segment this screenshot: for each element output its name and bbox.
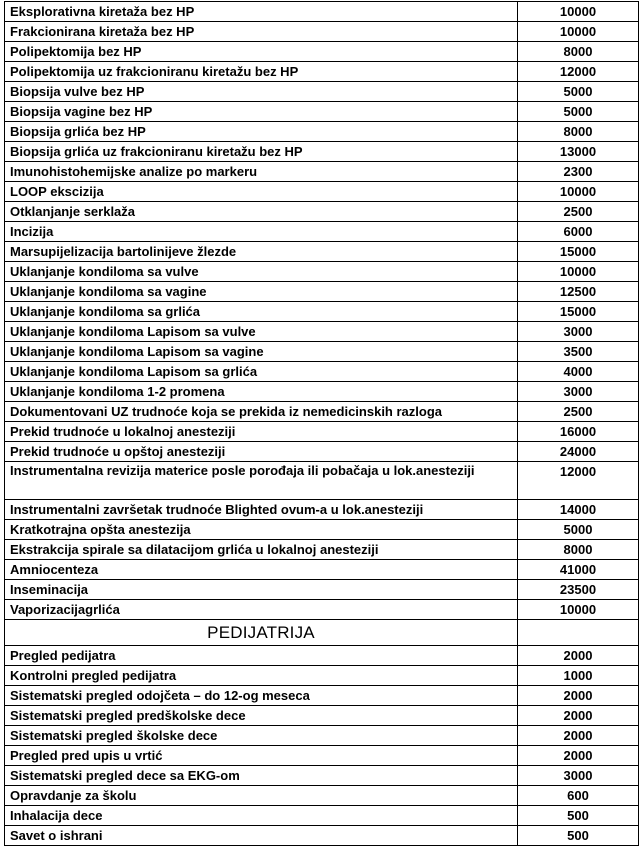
service-price: 2300 bbox=[518, 162, 639, 182]
service-price: 23500 bbox=[518, 580, 639, 600]
service-name: Vaporizacijagrlića bbox=[5, 600, 518, 620]
table-row bbox=[5, 462, 639, 500]
service-name: Opravdanje za školu bbox=[5, 786, 518, 806]
service-price: 2000 bbox=[518, 686, 639, 706]
table-row bbox=[5, 182, 639, 202]
service-price: 5000 bbox=[518, 520, 639, 540]
table-row bbox=[5, 382, 639, 402]
table-row bbox=[5, 342, 639, 362]
table-row bbox=[5, 806, 639, 826]
service-name: Uklanjanje kondiloma Lapisom sa grlića bbox=[5, 362, 518, 382]
service-price: 3000 bbox=[518, 322, 639, 342]
service-price: 2500 bbox=[518, 402, 639, 422]
service-name: Ekstrakcija spirale sa dilatacijom grlića u lokalnoj anesteziji bbox=[5, 540, 518, 560]
service-name: Sistematski pregled školske dece bbox=[5, 726, 518, 746]
service-name: Inhalacija dece bbox=[5, 806, 518, 826]
service-name: Biopsija grlića bez HP bbox=[5, 122, 518, 142]
service-name: Biopsija vulve bez HP bbox=[5, 82, 518, 102]
table-row bbox=[5, 520, 639, 540]
table-row bbox=[5, 706, 639, 726]
service-price: 8000 bbox=[518, 122, 639, 142]
price-list-table bbox=[4, 1, 639, 846]
service-price: 10000 bbox=[518, 600, 639, 620]
service-name: Incizija bbox=[5, 222, 518, 242]
service-name: Marsupijelizacija bartolinijeve žlezde bbox=[5, 242, 518, 262]
service-name: Uklanjanje kondiloma sa vagine bbox=[5, 282, 518, 302]
service-price: 8000 bbox=[518, 540, 639, 560]
service-name: Pregled pred upis u vrtić bbox=[5, 746, 518, 766]
service-price: 8000 bbox=[518, 42, 639, 62]
service-price: 13000 bbox=[518, 142, 639, 162]
service-price: 3000 bbox=[518, 766, 639, 786]
service-price: 10000 bbox=[518, 182, 639, 202]
service-name: Eksplorativna kiretaža bez HP bbox=[5, 2, 518, 22]
service-price: 12000 bbox=[518, 462, 639, 500]
table-row bbox=[5, 22, 639, 42]
table-row bbox=[5, 600, 639, 620]
service-price: 15000 bbox=[518, 302, 639, 322]
service-name: Otklanjanje serklaža bbox=[5, 202, 518, 222]
service-name: Inseminacija bbox=[5, 580, 518, 600]
service-price: 14000 bbox=[518, 500, 639, 520]
service-price: 24000 bbox=[518, 442, 639, 462]
service-name: Biopsija grlića uz frakcioniranu kiretažu bez HP bbox=[5, 142, 518, 162]
service-price: 600 bbox=[518, 786, 639, 806]
table-row bbox=[5, 202, 639, 222]
table-row bbox=[5, 362, 639, 382]
service-name: Kontrolni pregled pedijatra bbox=[5, 666, 518, 686]
service-price: 16000 bbox=[518, 422, 639, 442]
service-name: Sistematski pregled predškolske dece bbox=[5, 706, 518, 726]
service-price: 12500 bbox=[518, 282, 639, 302]
table-row bbox=[5, 540, 639, 560]
service-price: 3000 bbox=[518, 382, 639, 402]
table-row bbox=[5, 646, 639, 666]
table-row bbox=[5, 102, 639, 122]
table-row bbox=[5, 402, 639, 422]
table-row bbox=[5, 162, 639, 182]
service-name: Instrumentalna revizija materice posle porođaja ili pobačaja u lok.anesteziji bbox=[5, 462, 518, 500]
service-name: Prekid trudnoće u opštoj anesteziji bbox=[5, 442, 518, 462]
table-row bbox=[5, 222, 639, 242]
service-name: Uklanjanje kondiloma Lapisom sa vulve bbox=[5, 322, 518, 342]
table-row bbox=[5, 766, 639, 786]
service-price: 12000 bbox=[518, 62, 639, 82]
service-price: 3500 bbox=[518, 342, 639, 362]
table-row bbox=[5, 62, 639, 82]
service-name: Polipektomija uz frakcioniranu kiretažu bez HP bbox=[5, 62, 518, 82]
service-price: 15000 bbox=[518, 242, 639, 262]
table-row bbox=[5, 826, 639, 846]
table-row bbox=[5, 580, 639, 600]
table-row bbox=[5, 422, 639, 442]
service-name: Kratkotrajna opšta anestezija bbox=[5, 520, 518, 540]
service-price: 2000 bbox=[518, 726, 639, 746]
table-row bbox=[5, 786, 639, 806]
service-name: Imunohistohemijske analize po markeru bbox=[5, 162, 518, 182]
table-row bbox=[5, 242, 639, 262]
service-price: 500 bbox=[518, 806, 639, 826]
service-name: Prekid trudnoće u lokalnoj anesteziji bbox=[5, 422, 518, 442]
table-row bbox=[5, 2, 639, 22]
table-row bbox=[5, 560, 639, 580]
service-price: 41000 bbox=[518, 560, 639, 580]
section-heading: PEDIJATRIJA bbox=[5, 620, 518, 646]
service-name: Sistematski pregled odojčeta – do 12-og meseca bbox=[5, 686, 518, 706]
table-row bbox=[5, 686, 639, 706]
service-price: 10000 bbox=[518, 262, 639, 282]
service-name: Dokumentovani UZ trudnoće koja se prekida iz nemedicinskih razloga bbox=[5, 402, 518, 422]
service-price: 10000 bbox=[518, 22, 639, 42]
table-row bbox=[5, 142, 639, 162]
section-heading-price-cell bbox=[518, 620, 639, 646]
table-row bbox=[5, 442, 639, 462]
service-price: 4000 bbox=[518, 362, 639, 382]
table-row bbox=[5, 302, 639, 322]
service-price: 5000 bbox=[518, 82, 639, 102]
section-heading-row bbox=[5, 620, 639, 646]
table-row bbox=[5, 42, 639, 62]
service-price: 500 bbox=[518, 826, 639, 846]
service-price: 6000 bbox=[518, 222, 639, 242]
service-name: Polipektomija bez HP bbox=[5, 42, 518, 62]
service-name: Frakcionirana kiretaža bez HP bbox=[5, 22, 518, 42]
service-price: 2000 bbox=[518, 706, 639, 726]
service-name: Uklanjanje kondiloma sa grlića bbox=[5, 302, 518, 322]
service-name: Biopsija vagine bez HP bbox=[5, 102, 518, 122]
service-price: 10000 bbox=[518, 2, 639, 22]
service-name: Uklanjanje kondiloma Lapisom sa vagine bbox=[5, 342, 518, 362]
table-row bbox=[5, 500, 639, 520]
service-name: Instrumentalni završetak trudnoće Blighted ovum-a u lok.anesteziji bbox=[5, 500, 518, 520]
service-name: Sistematski pregled dece sa EKG-om bbox=[5, 766, 518, 786]
table-row bbox=[5, 122, 639, 142]
service-price: 1000 bbox=[518, 666, 639, 686]
service-name: Savet o ishrani bbox=[5, 826, 518, 846]
table-row bbox=[5, 666, 639, 686]
table-row bbox=[5, 282, 639, 302]
service-name: Uklanjanje kondiloma 1-2 promena bbox=[5, 382, 518, 402]
service-price: 2000 bbox=[518, 746, 639, 766]
table-row bbox=[5, 726, 639, 746]
service-price: 5000 bbox=[518, 102, 639, 122]
price-list-body bbox=[5, 2, 639, 846]
table-row bbox=[5, 746, 639, 766]
service-name: Uklanjanje kondiloma sa vulve bbox=[5, 262, 518, 282]
table-row bbox=[5, 82, 639, 102]
table-row bbox=[5, 262, 639, 282]
service-name: LOOP ekscizija bbox=[5, 182, 518, 202]
service-name: Pregled pedijatra bbox=[5, 646, 518, 666]
service-price: 2000 bbox=[518, 646, 639, 666]
service-name: Amniocenteza bbox=[5, 560, 518, 580]
table-row bbox=[5, 322, 639, 342]
service-price: 2500 bbox=[518, 202, 639, 222]
